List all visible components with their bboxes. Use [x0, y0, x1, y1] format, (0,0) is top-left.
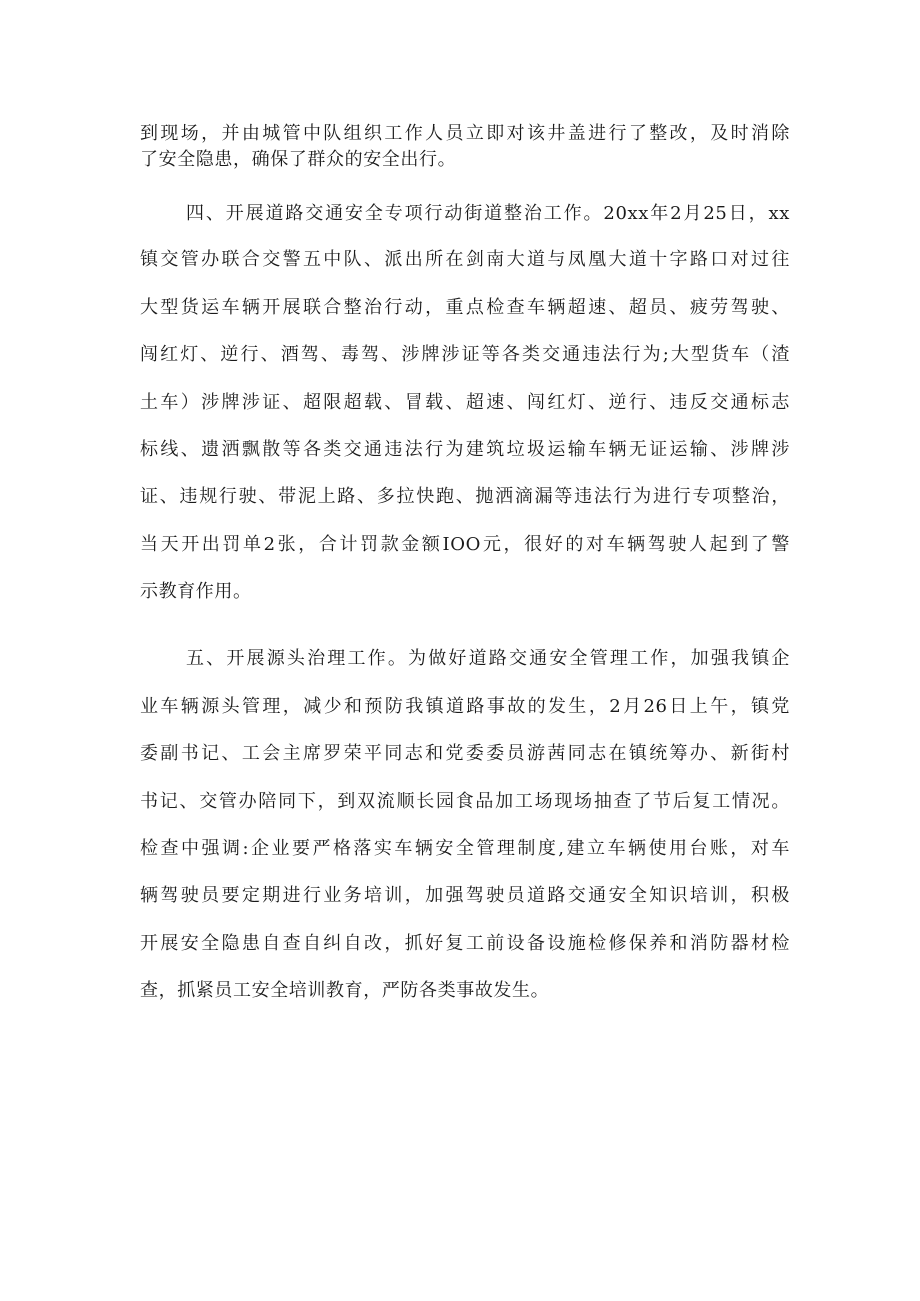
text-line: 检查中强调:企业要严格落实车辆安全管理制度,建立车辆使用台账，对车: [140, 838, 790, 859]
text-line: 闯红灯、逆行、酒驾、毒驾、涉牌涉证等各类交通违法行为;大型货车（渣: [140, 344, 790, 365]
text-line: 书记、交管办陪同下，到双流顺长园食品加工场现场抽查了节后复工情况。: [140, 791, 790, 812]
text-line: 土车）涉牌涉证、超限超载、冒载、超速、闯红灯、逆行、违反交通标志: [140, 392, 790, 413]
text-line: 到现场，并由城管中队组织工作人员立即对该井盖进行了整改，及时消除: [140, 123, 790, 144]
text-line: 标线、遗洒飘散等各类交通违法行为建筑垃圾运输车辆无证运输、涉牌涉: [140, 439, 790, 460]
text-line: 开展安全隐患自查自纠自改，抓好复工前设备设施检修保养和消防器材检: [140, 933, 790, 954]
paragraph-4-first-line: 四、开展道路交通安全专项行动街道整治工作。20xx年2月25日，xx: [186, 203, 790, 224]
text-line: 业车辆源头管理，减少和预防我镇道路事故的发生，2月26日上午，镇党: [140, 696, 790, 717]
text-line: 查，抓紧员工安全培训教育，严防各类事故发生。: [140, 980, 550, 1001]
text-line: 证、违规行驶、带泥上路、多拉快跑、抛洒滴漏等违法行为进行专项整治，: [140, 486, 790, 507]
text-line: 镇交管办联合交警五中队、派出所在剑南大道与凤凰大道十字路口对过往: [140, 249, 790, 270]
paragraph-5-first-line: 五、开展源头治理工作。为做好道路交通安全管理工作，加强我镇企: [186, 648, 790, 669]
text-line: 辆驾驶员要定期进行业务培训，加强驾驶员道路交通安全知识培训，积极: [140, 885, 790, 906]
text-line: 委副书记、工会主席罗荣平同志和党委委员游茜同志在镇统筹办、新街村: [140, 743, 790, 764]
text-line: 当天开出罚单2张，合计罚款金额IOO元，很好的对车辆驾驶人起到了警: [140, 534, 790, 555]
text-line: 示教育作用。: [140, 581, 252, 602]
text-line: 大型货运车辆开展联合整治行动，重点检查车辆超速、超员、疲劳驾驶、: [140, 297, 790, 318]
text-line: 了安全隐患，确保了群众的安全出行。: [140, 149, 457, 170]
